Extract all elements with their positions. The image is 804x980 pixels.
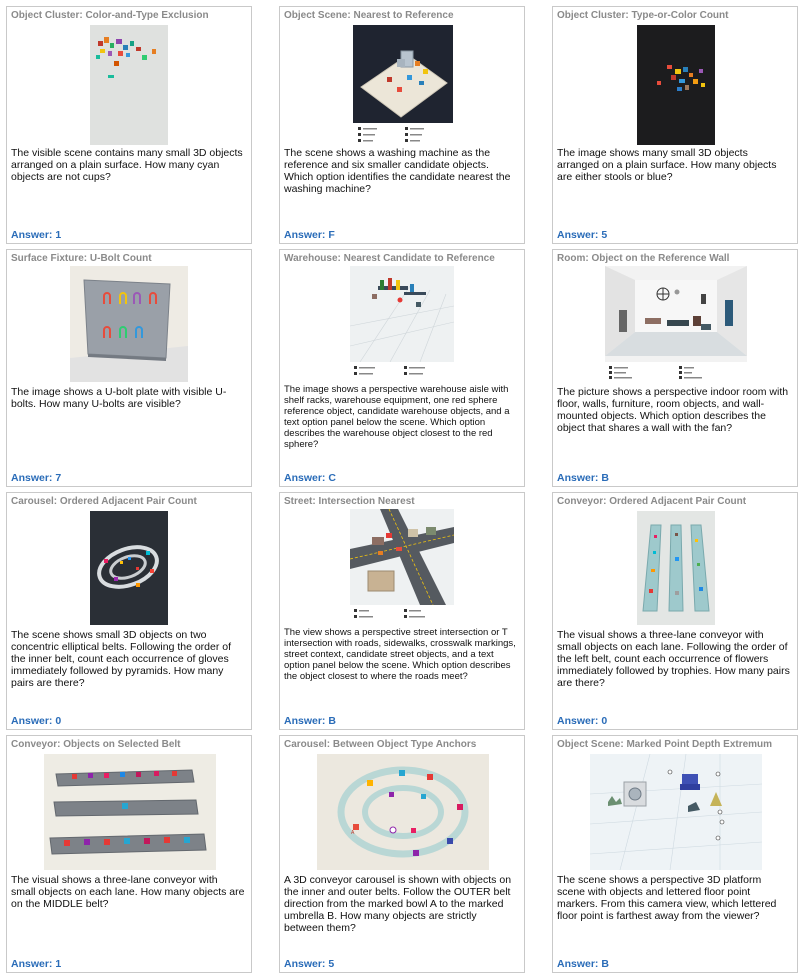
question-text: The image shows a perspective warehouse aisle with shelf racks, warehouse equipment, one red sphere reference object, candidate warehouse objects, and a text option panel below the scene. Which option describes the warehouse object closest to the red sphere? [284, 384, 510, 450]
question-text: The picture shows a perspective indoor room with floor, walls, furniture, room objects, and wall-mounted objects. Which option describes the object that shares a wall with the fan? [557, 386, 789, 434]
scene-thumbnail [317, 754, 489, 870]
scene-thumbnail [70, 266, 188, 382]
answer-label: Answer: B [284, 715, 336, 727]
object-cluster-image [90, 25, 168, 145]
answer-label: Answer: 0 [557, 715, 608, 727]
card-title: Object Scene: Nearest to Reference [284, 10, 454, 21]
scene-thumbnail [637, 511, 715, 625]
card [6, 492, 252, 730]
card [279, 249, 525, 487]
street-intersection-image [350, 509, 454, 625]
card [552, 492, 798, 730]
scene-thumbnail [44, 754, 216, 870]
answer-label: Answer: B [557, 472, 609, 484]
answer-label: Answer: 1 [11, 958, 62, 970]
question-text: The visual shows a three-lane conveyor with small objects on each lane. Following the order of the left belt, count each occurrence of flowers immediately followed by trophies. How many pairs are there? [557, 629, 790, 689]
answer-label: Answer: 1 [11, 229, 62, 241]
scene-thumbnail [350, 509, 454, 625]
carousel-belts-image [317, 754, 489, 870]
card-title: Carousel: Ordered Adjacent Pair Count [11, 496, 197, 507]
carousel-belts-image [90, 511, 168, 625]
scene-thumbnail [590, 754, 762, 870]
question-text: A 3D conveyor carousel is shown with objects on the inner and outer belts. Follow the OUTER belt direction from the marked bowl A to the marked umbrella B. How many objects are strictly between them? [284, 874, 512, 934]
conveyor-belts-image [44, 754, 216, 870]
card-title: Object Cluster: Color-and-Type Exclusion [11, 10, 209, 21]
object-cluster-image [637, 25, 715, 145]
question-text: The visual shows a three-lane conveyor with small objects on each lane. How many objects are on the MIDDLE belt? [11, 874, 245, 910]
conveyor-lanes-image [637, 511, 715, 625]
question-text: The scene shows small 3D objects on two concentric elliptical belts. Following the order of the inner belt, count each occurrence of gloves immediately followed by pyramids. How many pairs are there? [11, 629, 232, 689]
answer-label: Answer: B [557, 958, 609, 970]
card [279, 6, 525, 244]
answer-label: Answer: 7 [11, 472, 62, 484]
answer-label: Answer: 5 [284, 958, 335, 970]
card [279, 735, 525, 973]
card-title: Street: Intersection Nearest [284, 496, 415, 507]
question-text: The view shows a perspective street intersection or T intersection with roads, sidewalks, crosswalk markings, street context, candidate street objects, and a text option panel below the scene. Which option describes the object closest to where the roads meet? [284, 627, 516, 682]
question-text: The scene shows a perspective 3D platform scene with objects and lettered floor point markers. From this camera view, which lettered floor point is farthest away from the viewer? [557, 874, 777, 922]
u-bolt-plate-image [70, 266, 188, 382]
card [6, 249, 252, 487]
card [6, 735, 252, 973]
card [6, 6, 252, 244]
scene-thumbnail [353, 25, 453, 145]
card-title: Object Cluster: Type-or-Color Count [557, 10, 729, 21]
scene-thumbnail [90, 511, 168, 625]
answer-label: Answer: C [284, 472, 336, 484]
svg-text:A: A [351, 830, 355, 836]
card-title: Room: Object on the Reference Wall [557, 253, 730, 264]
card [279, 492, 525, 730]
washing-machine-scene-image [353, 25, 453, 145]
scene-thumbnail [350, 266, 454, 382]
card-title: Surface Fixture: U-Bolt Count [11, 253, 152, 264]
question-text: The scene shows a washing machine as the reference and six smaller candidate objects. Which option identifies the candidate nearest the washing machine? [284, 147, 511, 195]
card [552, 6, 798, 244]
question-text: The image shows many small 3D objects arranged on a plain surface. How many objects are either stools or blue? [557, 147, 777, 183]
answer-label: Answer: 5 [557, 229, 608, 241]
card-title: Object Scene: Marked Point Depth Extremum [557, 739, 773, 750]
question-text: The image shows a U-bolt plate with visible U-bolts. How many U-bolts are visible? [11, 386, 227, 410]
card-title: Warehouse: Nearest Candidate to Reference [284, 253, 495, 264]
platform-scene-image [590, 754, 762, 870]
card-title: Conveyor: Objects on Selected Belt [11, 739, 181, 750]
answer-label: Answer: F [284, 229, 335, 241]
warehouse-aisle-image [350, 266, 454, 382]
indoor-room-image [605, 266, 747, 382]
answer-label: Answer: 0 [11, 715, 62, 727]
scene-thumbnail [637, 25, 715, 145]
card [552, 735, 798, 973]
card [552, 249, 798, 487]
scene-thumbnail [90, 25, 168, 145]
card-title: Conveyor: Ordered Adjacent Pair Count [557, 496, 747, 507]
question-text: The visible scene contains many small 3D objects arranged on a plain surface. How many cyan objects are not cups? [11, 147, 243, 183]
scene-thumbnail [605, 266, 747, 382]
card-title: Carousel: Between Object Type Anchors [284, 739, 477, 750]
